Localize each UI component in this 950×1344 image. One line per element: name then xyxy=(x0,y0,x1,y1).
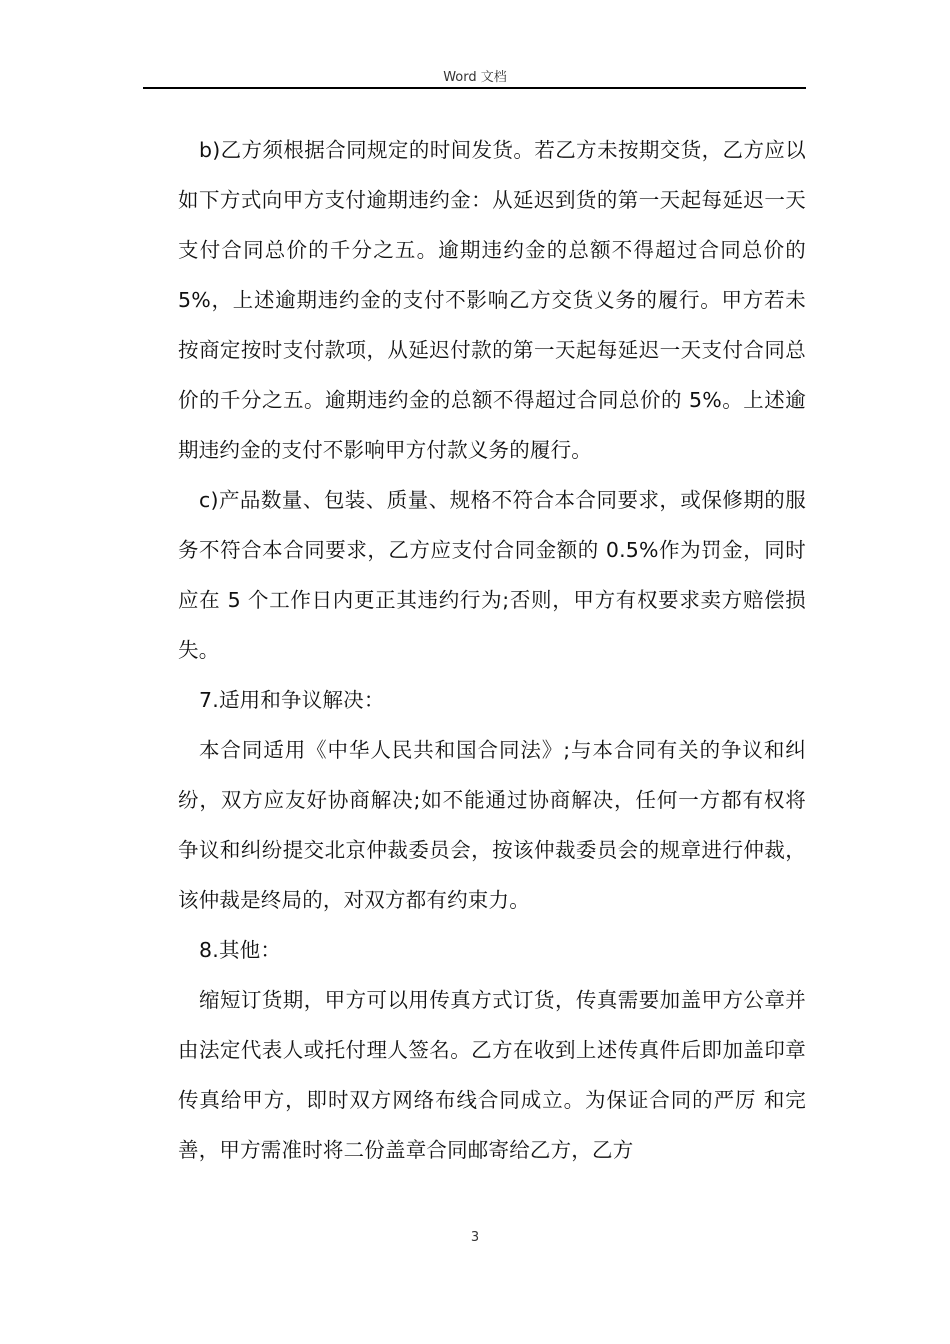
paragraph-quality-penalty: c)产品数量、包装、质量、规格不符合本合同要求，或保修期的服务不符合本合同要求，乙方应支付合同金额的 0.5%作为罚金，同时应在 5 个工作日内更正其违约行为;否则，甲方有权要求卖方赔偿损失。 xyxy=(178,488,806,662)
paragraph-fax-ordering: 缩短订货期，甲方可以用传真方式订货，传真需要加盖甲方公章并由法定代表人或托付理人签名。乙方在收到上述传真件后即加盖印章传真给甲方，即时双方网络布线合同成立。为保证合同的严厉 和完善，甲方需准时将二份盖章合同邮寄给乙方，乙方 xyxy=(178,988,806,1162)
section-heading-other: 8.其他： xyxy=(199,938,282,962)
section-heading-dispute-resolution: 7.适用和争议解决： xyxy=(199,688,385,712)
page-number: 3 xyxy=(470,1230,480,1245)
paragraph-late-delivery-penalty: b)乙方须根据合同规定的时间发货。若乙方未按期交货，乙方应以如下方式向甲方支付逾期违约金：从延迟到货的第一天起每延迟一天支付合同总价的千分之五。逾期违约金的总额不得超过合同总价的 5%，上述逾期违约金的支付不影响乙方交货义务的履行。甲方若未按商定按时支付款项，从延迟付款的第一天起每延迟一天支付合同总价的千分之五。逾期违约金的总额不得超过合同总价的 5%。上述逾期违约金的支付不影响甲方付款义务的履行。 xyxy=(178,138,806,462)
page-header: Word 文档 xyxy=(443,70,507,85)
document-body xyxy=(178,125,806,1175)
header-divider xyxy=(143,87,806,89)
paragraph-dispute-resolution: 本合同适用《中华人民共和国合同法》;与本合同有关的争议和纠纷，双方应友好协商解决;如不能通过协商解决，任何一方都有权将争议和纠纷提交北京仲裁委员会，按该仲裁委员会的规章进行仲裁，该仲裁是终局的，对双方都有约束力。 xyxy=(178,738,806,912)
